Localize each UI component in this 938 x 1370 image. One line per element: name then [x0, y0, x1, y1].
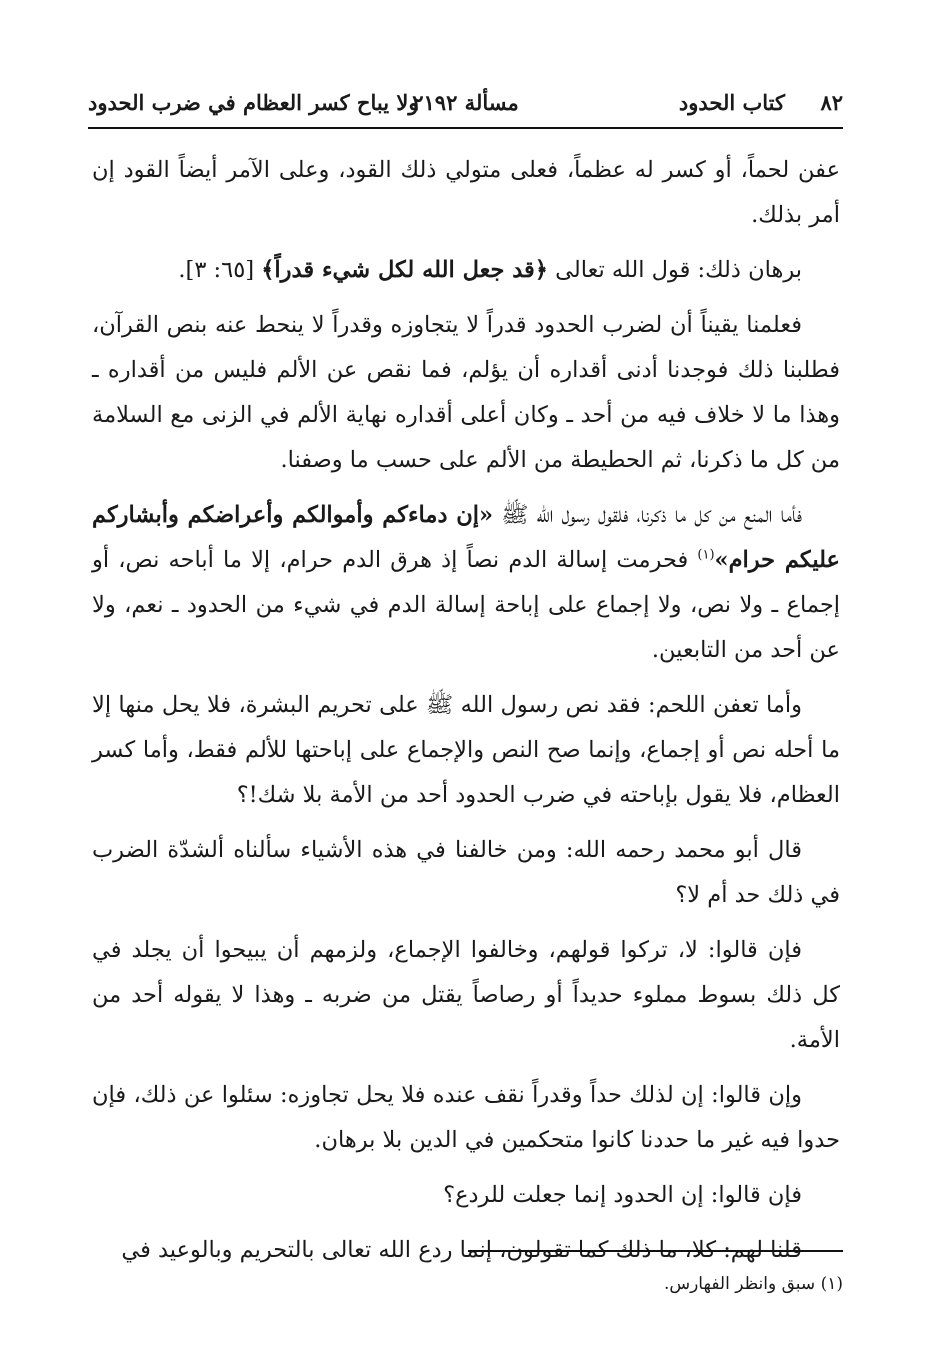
- text-segment: فعلمنا يقيناً أن لضرب الحدود قدراً لا يتجاوزه وقدراً لا ينحط عنه بنص القرآن، فطلبنا ذلك فوجدنا أدنى أقداره أن يؤلم، فما نقص عن الألم فليس من أقداره ـ وهذا ما لا خلاف فيه من أحد ـ وكان أعلى أقداره نهاية الألم في الزنى مع السلامة من كل ما ذكرنا، ثم الحطيطة من الألم على حسب ما وصفنا.: [92, 312, 840, 473]
- text-segment: فإن قالوا: لا، تركوا قولهم، وخالفوا الإجماع، ولزمهم أن يبيحوا أن يجلد في كل ذلك بسوط مملوء حديداً أو رصاصاً يقتل من ضربه ـ وهذا لا يقوله أحد من الأمة.: [92, 937, 840, 1053]
- text-segment: فإن قالوا: إن الحدود إنما جعلت للردع؟: [443, 1182, 802, 1208]
- footnote-rule: [468, 1250, 843, 1252]
- paragraph: [92, 148, 840, 238]
- paragraph: [92, 303, 840, 483]
- paragraph: [92, 928, 840, 1063]
- text-segment: قال أبو محمد رحمه الله: ومن خالفنا في هذه الأشياء سألناه ألشدّة الضرب في ذلك حد أم لا؟: [92, 837, 840, 908]
- section-topic: ولا يباح كسر العظام في ضرب الحدود: [88, 90, 419, 115]
- paragraph: [92, 248, 840, 293]
- footnote-marker: (١): [697, 547, 715, 563]
- quoted-text: «إن دماءكم وأموالكم وأعراضكم وأبشاركم عليكم حرام»: [92, 502, 840, 573]
- book-title: كتاب الحدود: [678, 90, 785, 115]
- issue-number: مسألة ٢١٩٢: [412, 90, 519, 115]
- footnote: (١) سبق وانظر الفهارس.: [663, 1274, 843, 1294]
- page-number: ٨٢: [820, 90, 843, 115]
- paragraph: [92, 683, 840, 818]
- paragraph: [92, 493, 840, 673]
- running-header: [88, 86, 843, 122]
- paragraph: [92, 1073, 840, 1163]
- body-text: [92, 148, 840, 1283]
- text-segment: وأما تعفن اللحم: فقد نص رسول الله ﷺ على تحريم البشرة، فلا يحل منها إلا ما أحله نص أو إجماع، وإنما صح النص والإجماع على إباحتها للألم فقط، وأما كسر العظام، فلا يقول بإباحته في ضرب الحدود أحد من الأمة بلا شك!؟: [92, 692, 840, 808]
- header-rule: [88, 127, 843, 129]
- paragraph: [92, 1173, 840, 1218]
- text-segment: برهان ذلك: قول الله تعالى: [547, 257, 802, 283]
- text-segment: [٦٥: ٣].: [178, 257, 262, 283]
- paragraph: [92, 828, 840, 918]
- text-segment: فأما المنع من كل ما ذكرنا، فلقول رسول الله ﷺ: [493, 502, 802, 528]
- quoted-text: ﴿قد جعل الله لكل شيء قدراً﴾: [261, 257, 548, 283]
- text-segment: قلنا لهم: كلا، ما ذلك كما تقولون، إنما ردع الله تعالى بالتحريم وبالوعيد في: [121, 1237, 802, 1263]
- text-segment: وإن قالوا: إن لذلك حداً وقدراً نقف عنده فلا يحل تجاوزه: سئلوا عن ذلك، فإن حدوا فيه غير ما حددنا كانوا متحكمين في الدين بلا برهان.: [92, 1082, 840, 1153]
- text-segment: عفن لحماً، أو كسر له عظماً، فعلى متولي ذلك القود، وعلى الآمر أيضاً القود إن أمر بذلك.: [92, 157, 840, 228]
- text-segment: فحرمت إسالة الدم نصاً إذ هرق الدم حرام، إلا ما أباحه نص، أو إجماع ـ ولا نص، ولا إجماع على إباحة إسالة الدم في شيء من الحدود ـ نعم، ولا عن أحد من التابعين.: [92, 547, 840, 663]
